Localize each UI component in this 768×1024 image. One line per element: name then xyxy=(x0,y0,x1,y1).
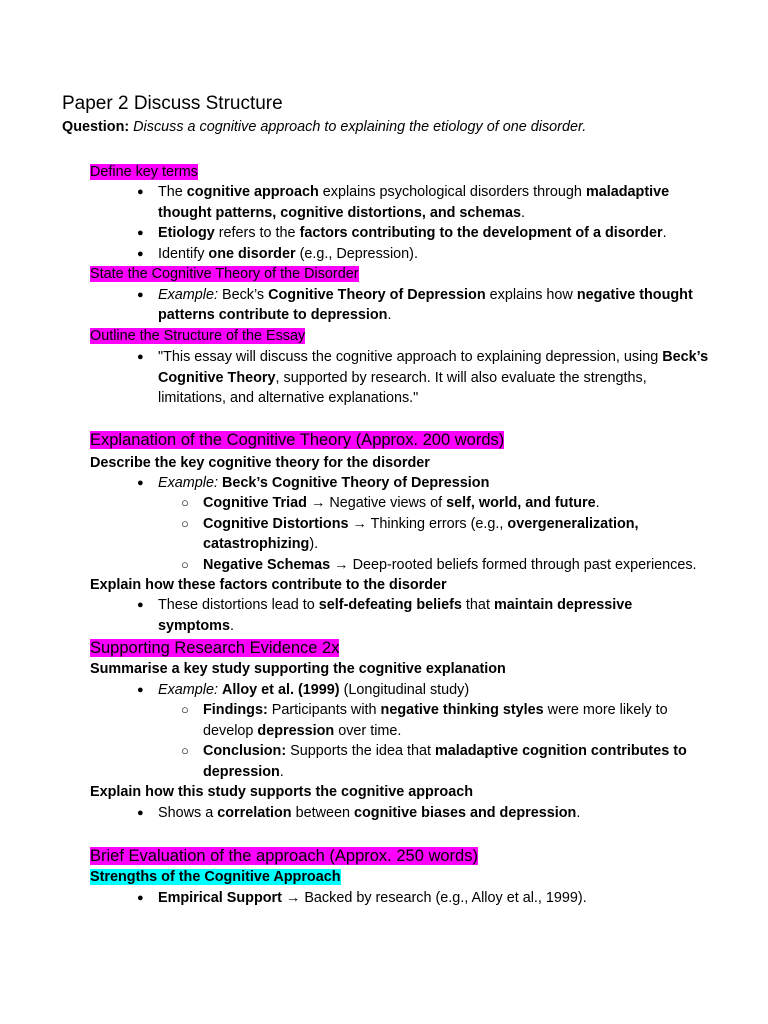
question-label: Question: xyxy=(62,119,130,135)
list-item: Etiology refers to the factors contributing to the development of a disorder. xyxy=(158,225,667,241)
sub-list-item: Findings: Participants with negative thinking styles were more likely to xyxy=(203,702,668,718)
sub-list-item: Conclusion: Supports the idea that maladaptive cognition contributes to xyxy=(203,743,687,759)
bullet-icon: ● xyxy=(137,351,144,363)
section-heading-essay-structure: Outline the Structure of the Essay xyxy=(90,328,306,344)
bullet-icon: ● xyxy=(137,248,144,260)
list-item-continuation: limitations, and alternative explanations." xyxy=(158,390,419,406)
section-heading-explanation: Explanation of the Cognitive Theory (Approx. 200 words) xyxy=(90,431,505,449)
page-title: Paper 2 Discuss Structure xyxy=(62,93,283,114)
bullet-icon: ● xyxy=(137,477,144,489)
list-item-continuation: patterns contribute to depression. xyxy=(158,307,392,323)
list-item: "This essay will discuss the cognitive approach to explaining depression, using Beck’s xyxy=(158,349,709,365)
sub-list-item: Cognitive Triad → Negative views of self, world, and future. xyxy=(203,495,600,511)
subheading: Explain how these factors contribute to the disorder xyxy=(90,577,447,593)
sub-list-item-continuation: develop depression over time. xyxy=(203,723,402,739)
subheading: Explain how this study supports the cognitive approach xyxy=(90,784,473,800)
strengths-heading: Strengths of the Cognitive Approach xyxy=(90,869,341,885)
sub-list-item: Cognitive Distortions → Thinking errors (e.g., overgeneralization, xyxy=(203,516,639,532)
list-item-continuation: symptoms. xyxy=(158,618,234,634)
section-heading-evaluation: Brief Evaluation of the approach (Approx. 250 words) xyxy=(90,847,478,865)
list-item: Example: Alloy et al. (1999) (Longitudinal study) xyxy=(158,682,470,698)
bullet-icon: ● xyxy=(137,289,144,301)
section-heading-define-key-terms: Define key terms xyxy=(90,164,198,180)
circle-bullet-icon: ○ xyxy=(181,557,189,572)
bullet-icon: ● xyxy=(137,186,144,198)
circle-bullet-icon: ○ xyxy=(181,743,189,758)
section-heading-cognitive-theory: State the Cognitive Theory of the Disorder xyxy=(90,266,359,282)
list-item: Example: Beck’s Cognitive Theory of Depression xyxy=(158,475,490,491)
bullet-icon: ● xyxy=(137,227,144,239)
question-text: Discuss a cognitive approach to explaining the etiology of one disorder. xyxy=(133,119,587,135)
section-heading-research: Supporting Research Evidence 2x xyxy=(90,639,340,657)
list-item: Shows a correlation between cognitive biases and depression. xyxy=(158,805,581,821)
list-item-continuation: Cognitive Theory, supported by research. It will also evaluate the strengths, xyxy=(158,370,647,386)
sub-list-item: Negative Schemas → Deep-rooted beliefs formed through past experiences. xyxy=(203,557,697,573)
bullet-icon: ● xyxy=(137,892,144,904)
list-item: Empirical Support → Backed by research (e.g., Alloy et al., 1999). xyxy=(158,890,587,906)
question-line xyxy=(62,117,586,137)
bullet-icon: ● xyxy=(137,684,144,696)
list-item: The cognitive approach explains psychological disorders through maladaptive xyxy=(158,184,670,200)
circle-bullet-icon: ○ xyxy=(181,702,189,717)
sub-list-item-continuation: depression. xyxy=(203,764,284,780)
subheading: Summarise a key study supporting the cognitive explanation xyxy=(90,661,506,677)
list-item-continuation: thought patterns, cognitive distortions, and schemas. xyxy=(158,205,526,221)
circle-bullet-icon: ○ xyxy=(181,495,189,510)
bullet-icon: ● xyxy=(137,807,144,819)
subheading: Describe the key cognitive theory for the disorder xyxy=(90,455,430,471)
bullet-icon: ● xyxy=(137,599,144,611)
list-item: These distortions lead to self-defeating beliefs that maintain depressive xyxy=(158,597,633,613)
list-item: Identify one disorder (e.g., Depression). xyxy=(158,246,418,262)
list-item: Example: Beck’s Cognitive Theory of Depression explains how negative thought xyxy=(158,287,693,303)
circle-bullet-icon: ○ xyxy=(181,516,189,531)
sub-list-item-continuation: catastrophizing). xyxy=(203,536,319,552)
